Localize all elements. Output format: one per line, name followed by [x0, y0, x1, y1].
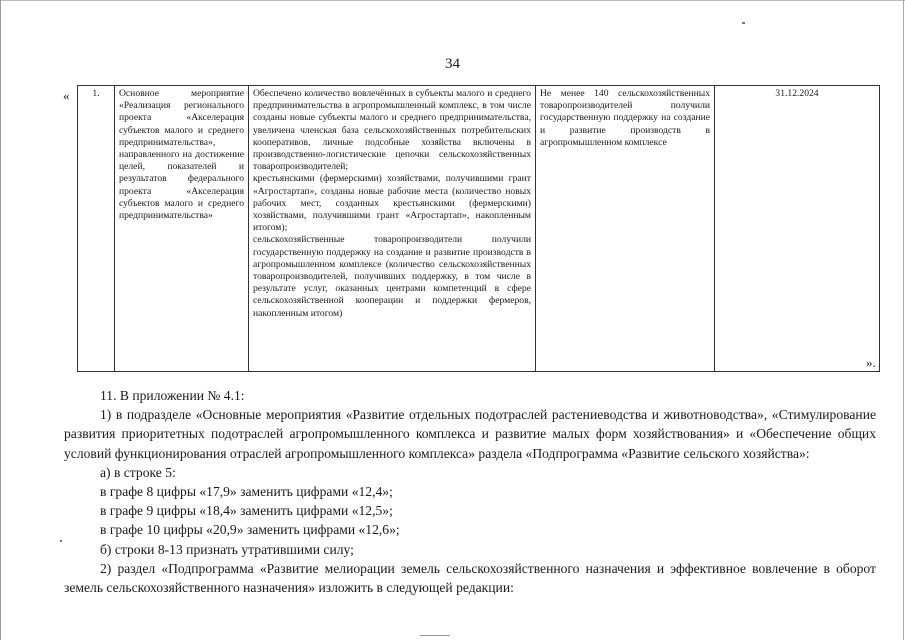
paragraph: в графе 8 цифры «17,9» заменить цифрами «12,4»;	[100, 484, 393, 500]
page-number: 34	[445, 56, 460, 72]
scan-mark	[903, 0, 904, 640]
paragraph: в графе 9 цифры «18,4» заменить цифрами «12,5»;	[100, 503, 393, 519]
cell-event-name: Основное мероприятие «Реализация регионального проекта «Акселерация субъектов малого и среднего предпринимательства», направленного на достижение целей, показателей и результатов федерального проекта «Акселерация субъектов малого и среднего предпринимательства»	[115, 86, 249, 372]
cell-deadline: 31.12.2024	[715, 86, 880, 372]
result-item: крестьянскими (фермерскими) хозяйствами, получившими грант «Агростартап», созданы новые рабочие места (количество новых рабочих мест, созданных крестьянскими (фермерскими) хозяйствами, получившими грант «Агростартап», накопленным итогом);	[253, 173, 531, 234]
opening-quote: «	[63, 88, 70, 103]
cell-row-number: 1.	[78, 86, 115, 372]
scan-mark	[60, 540, 62, 542]
table-row	[78, 86, 880, 372]
result-item: Обеспечено количество вовлечённых в субъекты малого и среднего предпринимательства в агропромышленный комплекс, в том числе созданы новые субъекты малого и среднего предпринимательства, увеличена членская база сельскохозяйственных потребительских кооперативов, личные подсобные хозяйства включены в производственно-логистические цепочки сельскохозяйственных товаропроизводителей;	[253, 88, 531, 173]
paragraph: 2) раздел «Подпрограмма «Развитие мелиорации земель сельскохозяйственного назначения и эффективное вовлечение в оборот земель сельскохозяйственного назначения» изложить в следующей редакции:	[64, 560, 876, 596]
paragraph: 1) в подразделе «Основные мероприятия «Развитие отдельных подотраслей растениеводства и животноводства», «Стимулирование развития приоритетных подотраслей агропромышленного комплекса и развитие малых форм хозяйствования» и «Обеспечение общих условий функционирования отраслей агропромышленного комплекса» раздела «Подпрограмма «Развитие сельского хозяйства»:	[64, 407, 876, 461]
result-item: сельскохозяйственные товаропроизводители получили государственную поддержку на создание и развитие производств в агропромышленном комплексе (количество сельскохозяйственных товаропроизводителей, получивших поддержку, в том числе в результате услуг, оказанных центрами компетенций в сфере сельскохозяйственной кооперации и поддержки фермеров, накопленным итогом)	[253, 234, 531, 319]
paragraph: б) строки 8-13 признать утратившими силу;	[100, 541, 354, 557]
paragraph: 11. В приложении № 4.1:	[100, 388, 245, 403]
closing-quote: ».	[866, 355, 876, 370]
scan-mark	[0, 0, 1, 640]
cell-expected-results	[249, 86, 536, 372]
scan-mark	[420, 635, 450, 636]
scan-mark	[742, 22, 745, 24]
scan-mark	[0, 0, 905, 1]
cell-indicator: Не менее 140 сельскохозяйственных товаропроизводителей получили государственную поддержку на создание и развитие производств в агропромышленном комплексе	[536, 86, 715, 372]
paragraph: а) в строке 5:	[100, 464, 176, 480]
amendments-text	[64, 386, 876, 597]
paragraph: в графе 10 цифры «20,9» заменить цифрами «12,6»;	[100, 522, 400, 538]
measures-table	[77, 85, 880, 372]
